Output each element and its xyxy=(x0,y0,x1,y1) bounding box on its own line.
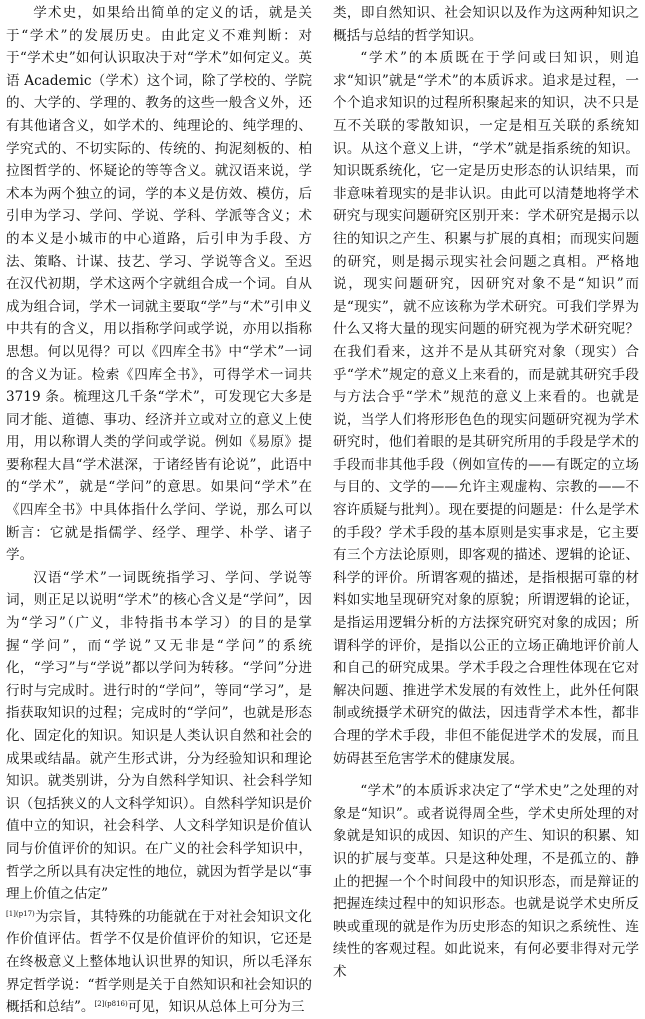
right-column xyxy=(333,2,639,1019)
paragraph-continued: 类，即自然知识、社会知识以及作为这两种知识之概括与总结的哲学知识。 xyxy=(333,5,639,44)
left-column xyxy=(6,2,312,1019)
paragraph-text: 可见，知识从总体上可分为三 xyxy=(127,999,305,1016)
paragraph-philosophy-continued xyxy=(6,906,312,1019)
two-column-body xyxy=(6,2,639,1019)
paragraph-academic-history-object: “学术”的本质诉求决定了“学术史”之处理的对象是“知识”。或者说得周全些，学术史所处理的对象就是知识的成因、知识的产生、知识的积累、知识的扩展与变革。只是这种处理，不是孤立的、静止的把握一个个时间段中的知识形态，而是辩证的把握连续过程中的知识形态。也就是说学术史所反映或重现的就是作为历史形态的知识之系统性、连续性的客观过程。如此说来，有何必要非得对元学术 xyxy=(333,783,639,980)
paragraph-knowledge-types: 汉语“学术”一词既统指学习、学问、学说等词，则正足以说明“学术”的核心含义是“学问”，因为“学习”（广义，非特指书本学习）的目的是掌握“学问”，而“学说”又无非是“学问”的系统化，“学习”与“学说”都以学问为转移。“学问”分进行时与完成时。进行时的“学问”，等同“学习”，是指获取知识的过程；完成时的“学问”，也就是形态化、固定化的知识。知识是人类认识自然和社会的成果或结晶。就产生形式讲，分为经验知识和理论知识。就类别讲，分为自然科学知识、社会科学知识（包括狭义的人文科学知识）。自然科学知识是价值中立的知识，社会科学、人文科学知识是价值认同与价值评价的知识。在广义的社会科学知识中，哲学之所以具有决定性的地位，就因为哲学是以“事理上价值之估定” xyxy=(6,569,313,903)
citation-ref-2: [2](p816) xyxy=(94,1000,128,1009)
paragraph-academic-essence: “学术”的本质既在于学问或曰知识，则追求“知识”就是“学术”的本质诉求。追求是过程，一个个追求知识的过程所积聚起来的知识，决不只是互不关联的零散知识，一定是相互关联的系统知识。从这个意义上讲，“学术”就是指系统的知识。知识既系统化，它一定是历史形态的认识结果，而非意味着现实的是非认识。由此可以清楚地将学术研究与现实问题研究区别开来：学术研究是揭示以往的知识之产生、积累与扩展的真相；而现实问题的研究，则是揭示现实社会问题之真相。严格地说，现实问题研究，因研究对象不是“知识”而是“现实”，就不应该称为学术研究。可我们学界为什么又将大量的现实问题的研究视为学术研究呢？在我们看来，这并不是从其研究对象（现实）合乎“学术”规定的意义上来看的，而是就其研究手段与方法合乎“学术”规范的意义上来看的。也就是说，当学人们将形形色色的现实问题研究视为学术研究时，他们着眼的是其研究所用的手段是学术的手段而非其他手段（例如宣传的——有既定的立场与目的、文学的——允许主观虚构、宗教的——不容许质疑与批判）。现在要提的问题是：什么是学术的手段？学术手段的基本原则是实事求是，它主要有三个方法论原则，即客观的描述、逻辑的论证、科学的评价。所谓客观的描述，是指根据可靠的材料如实地呈现研究对象的原貌；所谓逻辑的论证，是指运用逻辑分析的方法探究研究对象的成因；所谓科学的评价，是指以公正的立场正确地评价前人和自己的研究成果。学术手段之合理性体现在它对解决问题、推进学术发展的有效性上，此外任何限制或统摄学术研究的做法，因违背学术本性，都非合理的学术手段，非但不能促进学术的发展，而且妨碍甚至危害学术的健康发展。 xyxy=(333,50,639,767)
citation-ref-1: [1](p17) xyxy=(6,909,35,918)
paragraph-academic-definition: 学术史，如果给出简单的定义的话，就是关于“学术”的发展历史。由此定义不难判断：对于“学术史”如何认识取决于对“学术”如何定义。英语 Academic（学术）这个词，除了学校的、学院的、大学的、学理的、教务的这些一般含义外，还有其他诸含义，如学术的、纯理论的、纯学理的、学究式的、不切实际的、传统的、拘泥刻板的、柏拉图哲学的、怀疑论的等等含义。就汉语来说，学术本为两个独立的词，学的本义是仿效、模仿，后引申为学习、学问、学说、学科、学派等含义；术的本义是小城市的中心道路，后引申为手段、方法、策略、计谋、技艺、学习、学说等含义。至迟在汉代初期，学术这两个字就组合成一个词。自从成为组合词，学术一词就主要取“学”与“术”引申义中共有的含义，用以指称学问或学说，亦用以指称思想。何以见得？可以《四库全书》中“学术”一词的含义为证。检索《四库全书》，可得学术一词共 3719 条。梳理这几千条“学术”，可发现它大多是同才能、道德、事功、经济并立或对立的意义上使用，用以称谓人类的学问或学说。例如《易原》提要称程大昌“学术湛深，于诸经皆有论说”，此语中的“学术”，就是“学问”的意思。如果问“学术”在《四库全书》中具体指什么学问、学说，那么可以断言：它就是指儒学、经学、理学、朴学、诸子学。 xyxy=(6,5,312,564)
paragraph-text: 为宗旨，其特殊的功能就在于对社会知识文化作价值评估。哲学不仅是价值评价的知识，它还是在终极意义上整体地认识世界的知识，所以毛泽东界定哲学说：“哲学则是关于自然知识和社会知识的概括和总结”。 xyxy=(6,908,313,1016)
